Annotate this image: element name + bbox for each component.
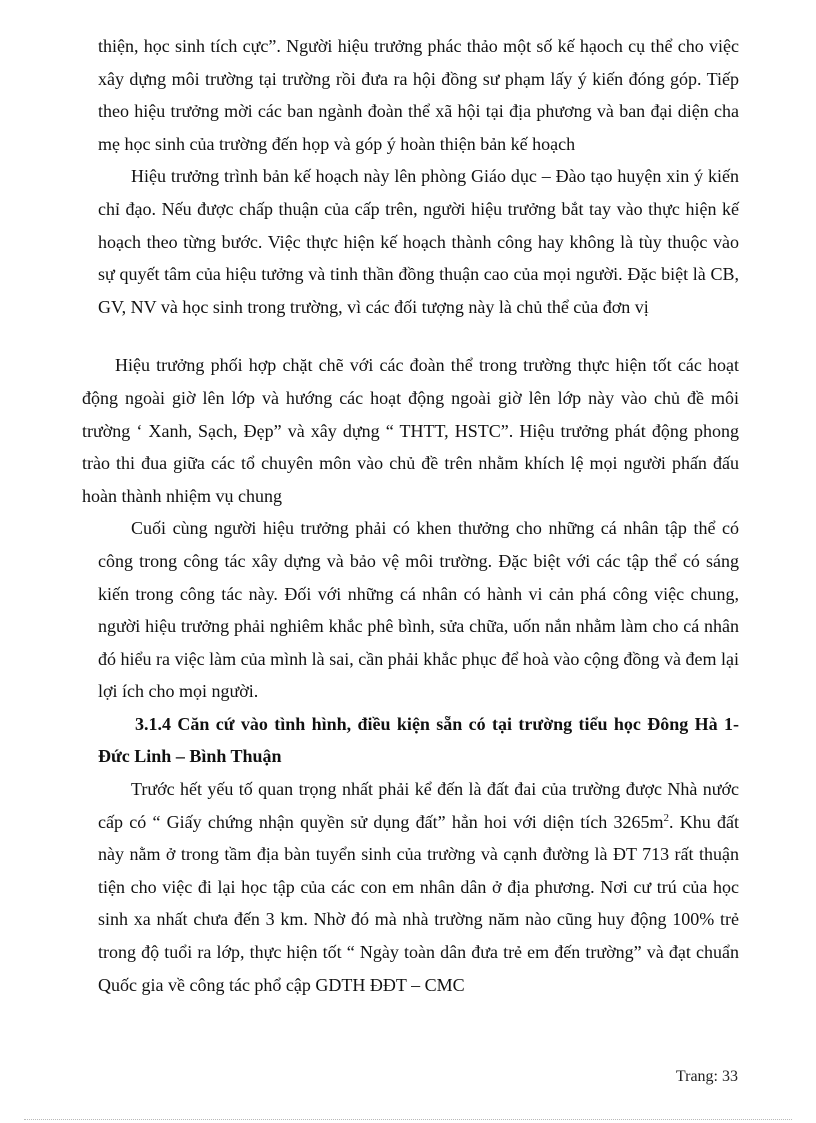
paragraph-gap	[98, 323, 739, 349]
superscript-square: 2	[663, 811, 670, 824]
page-bottom-divider	[24, 1119, 792, 1120]
page-number: Trang: 33	[675, 1068, 738, 1085]
paragraph-land-text-continued: . Khu đất này nằm ở trong tầm địa bàn tuyển sinh của trường và cạnh đường là ĐT 713 rất thuận tiện cho việc đi lại học tập của các con em nhân dân ở địa phương. Nơi cư trú của học sinh xa nhất chưa đến 3 km. Nhờ đó mà nhà trường năm nào cũng huy động 100% trẻ trong độ tuổi ra lớp, thực hiện tốt “ Ngày toàn dân đưa trẻ em đến trường” và đạt chuẩn Quốc gia về công tác phổ cập GDTH ĐĐT – CMC	[98, 811, 739, 995]
paragraph-plan-draft: thiện, học sinh tích cực”. Người hiệu trưởng phác thảo một số kế hạoch cụ thể cho việc xây dựng môi trường tại trường rồi đưa ra hội đồng sư phạm lấy ý kiến đóng góp. Tiếp theo hiệu trưởng mời các ban ngành đoàn thể xã hội tại địa phương và ban đại diện cha mẹ học sinh của trường đến họp và góp ý hoàn thiện bản kế hoạch	[98, 36, 739, 154]
paragraph-plan-approval: Hiệu trưởng trình bản kế hoạch này lên phòng Giáo dục – Đào tạo huyện xin ý kiến chỉ đạo. Nếu được chấp thuận của cấp trên, người hiệu trưởng bắt tay vào thực hiện kế hoạch theo từng bước. Việc thực hiện kế hoạch thành công hay không là tùy thuộc vào sự quyết tâm của hiệu tưởng và tinh thần đồng thuận cao của mọi người. Đặc biệt là CB, GV, NV và học sinh trong trường, vì các đối tượng này là chủ thể của đơn vị	[98, 166, 739, 317]
paragraph-rewards: Cuối cùng người hiệu trưởng phải có khen thưởng cho những cá nhân tập thể có công trong công tác xây dựng và bảo vệ môi trường. Đặc biệt với các tập thể có sáng kiến trong công tác này. Đối với những cá nhân có hành vi cản phá công việc chung, người hiệu trưởng phải nghiêm khắc phê bình, sửa chữa, uốn nắn nhằm làm cho cá nhân đó hiểu ra việc làm của mình là sai, cần phải khắc phục để hoà vào cộng đồng và đem lại lợi ích cho mọi người.	[98, 518, 739, 702]
paragraph-land	[98, 773, 739, 1001]
paragraph-coordination: Hiệu trưởng phối hợp chặt chẽ với các đoàn thể trong trường thực hiện tốt các hoạt động ngoài giờ lên lớp và hướng các hoạt động ngoài giờ lên lớp này vào chủ đề môi trường ‘ Xanh, Sạch, Đẹp” và xây dựng “ THTT, HSTC”. Hiệu trưởng phát động phong trào thi đua giữa các tổ chuyên môn vào chủ đề trên nhằm khích lệ mọi người phấn đấu hoàn thành nhiệm vụ chung	[82, 355, 739, 506]
paragraph-land-text: Trước hết yếu tố quan trọng nhất phải kể đến là đất đai của trường được Nhà nước cấp có “ Giấy chứng nhận quyền sử dụng đất” hẳn hoi với diện tích 3265m	[98, 779, 739, 832]
section-heading: 3.1.4 Căn cứ vào tình hình, điều kiện sẵn có tại trường tiểu học Đông Hà 1- Đức Linh – Bình Thuận	[98, 713, 739, 767]
document-body	[82, 30, 739, 1001]
